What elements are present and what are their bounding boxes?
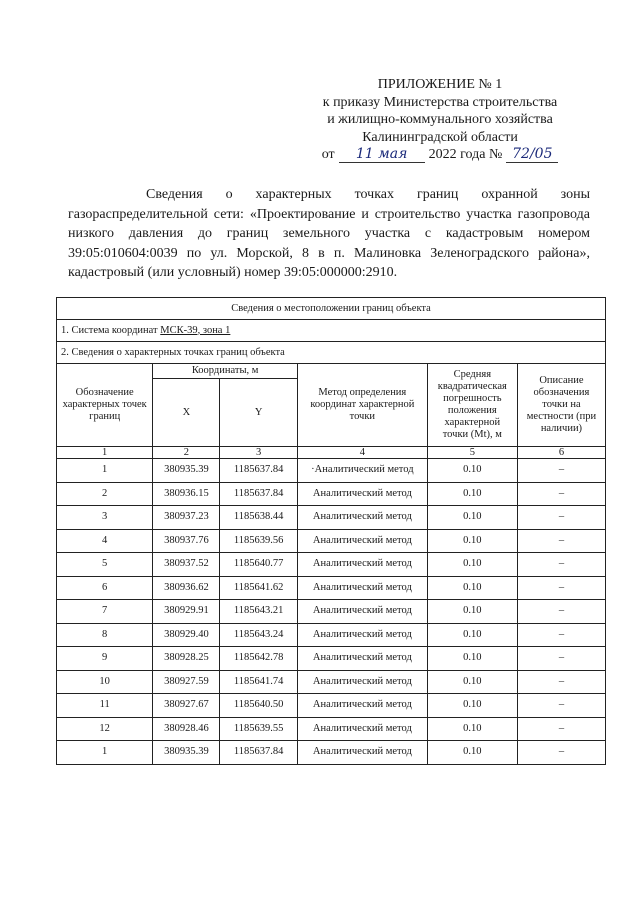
description-cell: – (517, 553, 605, 577)
x-cell: 380929.40 (153, 623, 220, 647)
description-cell: – (517, 717, 605, 741)
description-cell: – (517, 647, 605, 671)
x-cell: 380937.76 (153, 529, 220, 553)
table-row (57, 576, 606, 600)
y-cell: 1185639.56 (220, 529, 298, 553)
header-description: Описание обозначения точки на местности (при наличии) (517, 364, 605, 447)
y-cell: 1185638.44 (220, 506, 298, 530)
y-cell: 1185639.55 (220, 717, 298, 741)
point-cell: 11 (57, 694, 153, 718)
appendix-line-1: к приказу Министерства строительства (322, 94, 558, 110)
description-cell: – (517, 459, 605, 483)
point-cell: 9 (57, 647, 153, 671)
header-method: Метод определения координат характерной точки (297, 364, 427, 447)
appendix-header (295, 76, 585, 164)
table-row (57, 623, 606, 647)
method-cell: Аналитический метод (297, 482, 427, 506)
column-index: 3 (220, 447, 298, 459)
table-row (57, 459, 606, 483)
description-cell: – (517, 694, 605, 718)
column-index: 2 (153, 447, 220, 459)
description-cell: – (517, 482, 605, 506)
point-cell: 4 (57, 529, 153, 553)
point-cell: 6 (57, 576, 153, 600)
point-cell: 3 (57, 506, 153, 530)
intro-paragraph: Сведения о характерных точках границ охранной зоны газораспределительной сети: «Проектирование и строительство участка газопровода низкого давления до границ земельного участка с кадастровым номером 39:05:010604:0039 по ул. Морской, 8 в п. Малиновка Зеленоградского района», кадастровый (или условный) номер 39:05:000000:2910. (68, 187, 590, 280)
order-date-row (295, 146, 585, 164)
boundary-points-table (56, 297, 606, 765)
y-cell: 1185637.84 (220, 459, 298, 483)
method-cell: Аналитический метод (297, 694, 427, 718)
x-cell: 380936.62 (153, 576, 220, 600)
method-cell: Аналитический метод (297, 576, 427, 600)
y-cell: 1185637.84 (220, 482, 298, 506)
table-row (57, 670, 606, 694)
from-label: от (321, 147, 335, 162)
error-cell: 0.10 (427, 717, 517, 741)
point-cell: 8 (57, 623, 153, 647)
column-index: 1 (57, 447, 153, 459)
header-point: Обозначение характерных точек границ (57, 364, 153, 447)
x-cell: 380928.46 (153, 717, 220, 741)
y-cell: 1185641.62 (220, 576, 298, 600)
point-cell: 12 (57, 717, 153, 741)
y-cell: 1185642.78 (220, 647, 298, 671)
description-cell: – (517, 529, 605, 553)
x-cell: 380937.23 (153, 506, 220, 530)
table-row (57, 600, 606, 624)
method-cell: ·Аналитический метод (297, 459, 427, 483)
y-cell: 1185643.21 (220, 600, 298, 624)
column-index: 5 (427, 447, 517, 459)
point-cell: 2 (57, 482, 153, 506)
x-cell: 380935.39 (153, 741, 220, 765)
description-cell: – (517, 600, 605, 624)
error-cell: 0.10 (427, 506, 517, 530)
header-y: Y (220, 379, 298, 447)
description-cell: – (517, 741, 605, 765)
description-cell: – (517, 623, 605, 647)
table-row (57, 717, 606, 741)
column-index: 4 (297, 447, 427, 459)
table-caption: Сведения о местоположении границ объекта (57, 298, 606, 320)
error-cell: 0.10 (427, 600, 517, 624)
method-cell: Аналитический метод (297, 670, 427, 694)
error-cell: 0.10 (427, 647, 517, 671)
table-row (57, 529, 606, 553)
method-cell: Аналитический метод (297, 553, 427, 577)
error-cell: 0.10 (427, 694, 517, 718)
description-cell: – (517, 506, 605, 530)
point-cell: 10 (57, 670, 153, 694)
point-cell: 7 (57, 600, 153, 624)
method-cell: Аналитический метод (297, 506, 427, 530)
y-cell: 1185640.77 (220, 553, 298, 577)
x-cell: 380927.67 (153, 694, 220, 718)
handwritten-date: 11 мая (339, 146, 425, 163)
point-cell: 5 (57, 553, 153, 577)
method-cell: Аналитический метод (297, 529, 427, 553)
method-cell: Аналитический метод (297, 741, 427, 765)
appendix-line-2: и жилищно-коммунального хозяйства (327, 112, 553, 127)
method-cell: Аналитический метод (297, 647, 427, 671)
method-cell: Аналитический метод (297, 623, 427, 647)
description-cell: – (517, 670, 605, 694)
coordinate-system-row (57, 320, 606, 342)
handwritten-order-number: 72/05 (506, 146, 558, 163)
appendix-title: ПРИЛОЖЕНИЕ № 1 (377, 77, 503, 92)
method-cell: Аналитический метод (297, 600, 427, 624)
x-cell: 380935.39 (153, 459, 220, 483)
header-x: X (153, 379, 220, 447)
error-cell: 0.10 (427, 482, 517, 506)
point-cell: 1 (57, 741, 153, 765)
y-cell: 1185641.74 (220, 670, 298, 694)
x-cell: 380927.59 (153, 670, 220, 694)
table-row (57, 553, 606, 577)
table-row (57, 506, 606, 530)
section-2-title: 2. Сведения о характерных точках границ объекта (57, 342, 606, 364)
table-row (57, 482, 606, 506)
appendix-line-3: Калининградской области (362, 129, 518, 145)
error-cell: 0.10 (427, 741, 517, 765)
table-body (57, 459, 606, 765)
x-cell: 380937.52 (153, 553, 220, 577)
x-cell: 380928.25 (153, 647, 220, 671)
table-row (57, 694, 606, 718)
header-coordinates: Координаты, м (153, 364, 298, 379)
error-cell: 0.10 (427, 529, 517, 553)
y-cell: 1185643.24 (220, 623, 298, 647)
error-cell: 0.10 (427, 670, 517, 694)
point-cell: 1 (57, 459, 153, 483)
error-cell: 0.10 (427, 623, 517, 647)
y-cell: 1185640.50 (220, 694, 298, 718)
table-row (57, 647, 606, 671)
coordinate-system-label: 1. Система координат (61, 324, 158, 336)
error-cell: 0.10 (427, 576, 517, 600)
header-error: Средняя квадратическая погрешность положения характерной точки (Mt), м (427, 364, 517, 447)
y-cell: 1185637.84 (220, 741, 298, 765)
column-index-row (57, 447, 606, 459)
method-cell: Аналитический метод (297, 717, 427, 741)
error-cell: 0.10 (427, 553, 517, 577)
column-index: 6 (517, 447, 605, 459)
description-cell: – (517, 576, 605, 600)
year-label: 2022 года № (428, 147, 503, 162)
x-cell: 380929.91 (153, 600, 220, 624)
coordinate-system-value: МСК-39, зона 1 (160, 324, 231, 336)
table-row (57, 741, 606, 765)
x-cell: 380936.15 (153, 482, 220, 506)
error-cell: 0.10 (427, 459, 517, 483)
